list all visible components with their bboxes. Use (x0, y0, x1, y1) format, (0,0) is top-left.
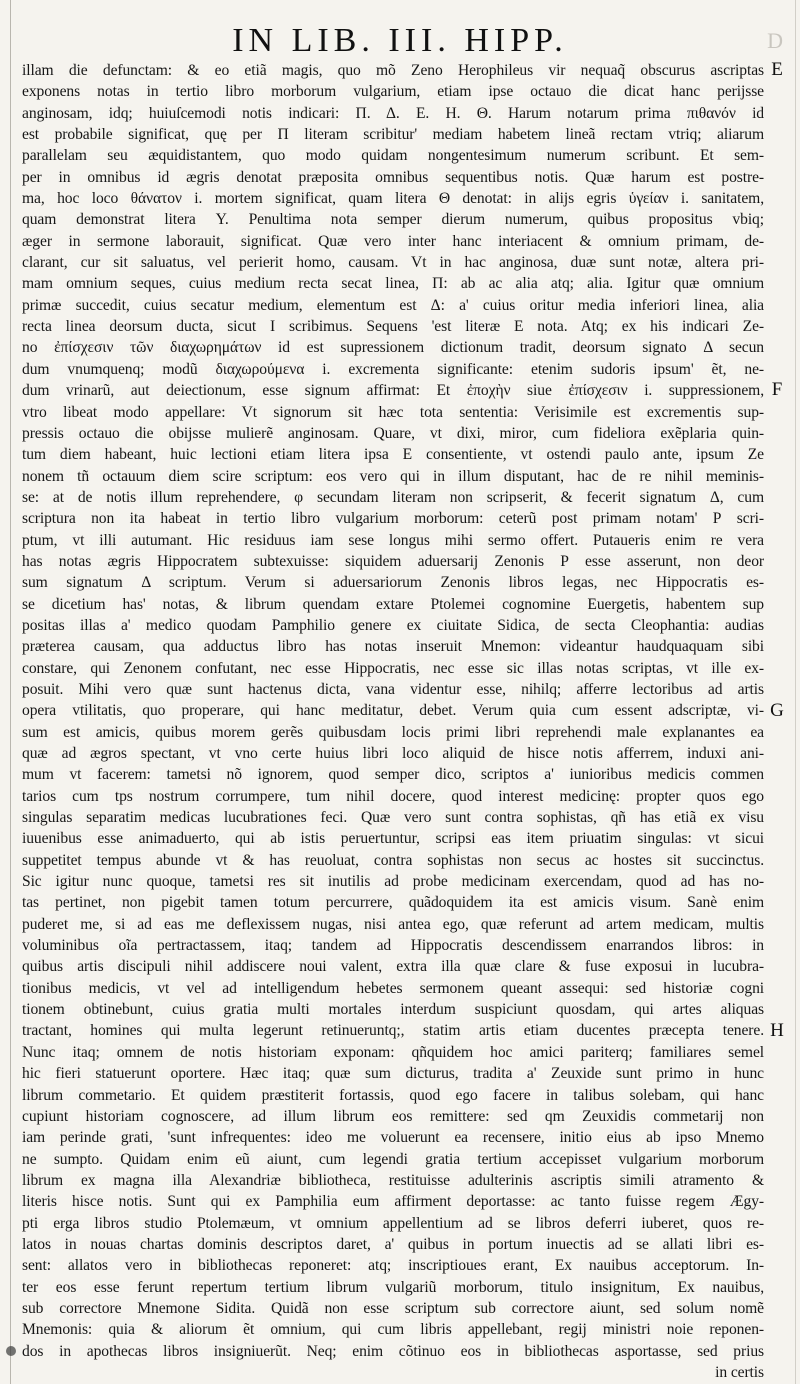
text-line: anginosam, idq; huiuſcemodi notis indicari: Π. Δ. Ε. Η. Θ. Harum notarum prima πιθανόν id (22, 104, 764, 122)
text-line: positas illas a' medico quodam Pamphilio genere ex ciuitate Sidica, de secta Cleophantia: audias (22, 616, 764, 634)
text-line: tractant, homines qui multa legerunt retinueruntq;, statim artis etiam ducentes præcepta tenere. (22, 1022, 764, 1040)
text-line: puderet me, si ad eas me deflexissem nugas, nisi antea ego, quæ referunt ad artem medicam, multis (22, 915, 764, 933)
text-line: pti erga libros studio Ptolemæum, vt omnium appellentium ad se libros deferri iuberet, quos re- (22, 1214, 764, 1232)
text-line: primæ succedit, cuius secatur medium, elementum est Δ: a' cuius oritur media inferiori linea, alia (22, 296, 764, 314)
text-line: recta linea deorsum ducta, sicut I scribimus. Sequens 'est literæ Ε nota. Atq; ex his indicari Ze- (22, 318, 764, 336)
text-line: tas pertinet, non pigebit tamen totum percurrere, quãdoquidem ita est amicis visum. Sanè enim (22, 894, 764, 912)
text-line: no ἐπίσχεσιν τῶν διαχωρημάτων id est supressionem dictionum tradit, deorsum signato Δ secun (22, 339, 764, 357)
text-line: posuit. Mihi vero quæ sunt hactenus dicta, vana videntur esse, nihilq; afferre lectoribus ad artis (22, 680, 764, 698)
text-line: singulas separatim medicas lucubrationes feci. Quæ vero sunt contra sophistas, qñ has etiã ex visu (22, 809, 764, 827)
body-text (22, 60, 764, 1383)
text-line: sum signatum Δ scriptum. Verum si aduersariorum Zenonis libros legas, nec Hippocratis es- (22, 574, 764, 592)
bleed-through-text: D (767, 28, 786, 53)
text-line: per in omnibus id ægris denotat præposita omnibus sequentibus notis. Quæ harum est postre- (22, 168, 764, 186)
text-line: præterea causam, qua adductus libro has notas inseruit Mnemon: videantur haudquaquam sibi (22, 638, 764, 656)
text-line: Nunc itaq; omnem de notis historiam exponam: qñquidem hoc amici pariterq; familiares semel (22, 1043, 764, 1061)
text-line: æger in sermone laborauit, significat. Quæ vero inter hanc interiacent & omnium primam, de- (22, 232, 764, 250)
text-line: latos in nouas chartas dominis descriptos daret, a' quibus in portum inuectis ad se allati libri es- (22, 1235, 764, 1253)
text-line: dum vnumquenq; modũ διαχωρούμενα i. excrementa significante: etenim sudoris ipsum' ẽt, ne- (22, 360, 764, 378)
text-line: in certis (715, 1363, 764, 1381)
text-line: pressis octauo die obijsse mulierẽ anginosam. Quare, vt dixi, miror, cum fideliora exẽplaria quin- (22, 424, 764, 442)
text-line: dos in apothecas libros insigniuerũt. Neq; enim cõtinuo eos in bibliothecas asportasse, sed prius (22, 1342, 764, 1360)
text-line: mum vt facerem: tametsi nõ ignorem, quod semper dico, scriptos a' iunioribus medicis commen (22, 766, 764, 784)
text-line: se: at de notis illum reprehendere, φ secundam literam non scripserit, & fecerit signatum Δ, cum (22, 488, 764, 506)
text-line: tum diem habeant, huic lectioni etiam litera ipsa Ε consentiente, vt ostendi paulo ante, ipsum Ze (22, 446, 764, 464)
text-line: tionem obtinebunt, cuius gratia multi mortales interdum suspiciunt quosdam, qui artes aliquas (22, 1001, 764, 1019)
page-edge-right (795, 0, 796, 1384)
text-line: tionibus medicis, vt vel ad intelligendum hebetes sermonem queant assequi: sed historiæ cogni (22, 979, 764, 997)
margin-letter: G (770, 699, 784, 721)
text-line: illam die defunctam: & eo etiã magis, quo mõ Zeno Herophileus vir nequaq̃ obscurus ascriptas (22, 62, 764, 79)
ink-smudge (6, 1346, 16, 1356)
text-line: librum ex magna illa Alexandriæ bibliotheca, restituisse adulterinis ascriptis simili atramento & (22, 1171, 764, 1189)
text-line: ter eos esse ferunt repertum tertium librum vulgariũ morborum, titulo insignitum, Ex nauibus, (22, 1278, 764, 1296)
page-edge-left (10, 0, 11, 1384)
text-line: hic fieri statuerunt oportere. Hæc itaq; quæ sum dicturus, tradita a' Zeuxide sunt primo in hunc (22, 1065, 764, 1083)
text-line: librum commetario. Et quidem præstiterit fortassis, quod ego facere in talibus solebam, qui hanc (22, 1086, 764, 1104)
text-line: ne sumpto. Quidam enim eũ aiunt, cum legendi gratia tertium accepisset vulgarium morborum (22, 1150, 764, 1168)
margin-letter: F (771, 379, 783, 401)
text-line: nonem tñ octauum diem scire scriptum: eos vero qui in illum disputant, hac de re nihil meminis- (22, 467, 764, 485)
text-line: quæ ad ægros spectant, vt vno certe huius libri loco aliquid de hisce notis afferrem, induxi ani- (22, 745, 764, 762)
text-line: opera vtilitatis, quo properare, qui hanc meditatur, debet. Verum quia cum essent adscriptæ, vi- (22, 702, 764, 720)
margin-letter: H (770, 1019, 784, 1041)
text-line: est probabile significat, quę per Π literam scribitur' mediam habetem lineã rectam vtriq; aliarum (22, 126, 764, 144)
text-line: iam perinde grati, 'sunt infrequentes: ideo me voluerunt ea recensere, initio eius ab ipso Mnemo (22, 1129, 764, 1147)
text-line: sub correctore Mnemone Sidita. Quidã non esse scriptum sub correctore aiunt, sed solum nomẽ (22, 1299, 764, 1317)
text-line: parallelam seu æquidistantem, quo modo quidam nongentesimum numerum scribunt. Et sem- (22, 147, 764, 165)
text-line: sent: allatos vero in bibliothecas reponeret: atq; inscriptioues erant, Ex nauibus acceptorum. In- (22, 1257, 764, 1275)
text-line: ma, hoc loco θάνατον i. mortem significat, quam litera Θ denotat: in alijs egris ὑγείαν i. sanitatem, (22, 190, 764, 208)
text-line: dum vrinarũ, aut deiectionum, esse signum affirmat: Et ἐποχὴν siue ἐπίσχεσιν i. suppressionem, (22, 382, 764, 400)
text-line: scriptura non ita habeat in tertio libro vulgarium morborum: ceterũ post primam notam' Ρ scri- (22, 510, 764, 528)
text-line: quam demonstrat litera Υ. Penultima nota semper dierum numerum, quibus propositus vbiq; (22, 211, 764, 229)
text-line: cupiunt historiam cognoscere, ad illum librum eos remittere: sed qm Zeuxidis commetarij non (22, 1107, 764, 1125)
text-line: quibus artis discipuli nihil addiscere noui valent, extra illa quæ clare & fuse exposui in lucubra- (22, 958, 764, 976)
text-line: ptum, vt illi autumant. Hic residuus iam sese longus mihi sermo offert. Putaueris enim re vera (22, 531, 764, 549)
text-line: Sic igitur nunc quoque, tametsi res sit inutilis ad probe medicinam exercendam, quod ad has no- (22, 873, 764, 891)
text-line: voluminibus oĩa pertractassem, itaq; tandem ad Hippocratis descendissem enarrandos libros: in (22, 937, 764, 955)
text-line: exponens notas in tertio libro morborum vulgarium, etiam ipse octauo die dicat hanc perijsse (22, 83, 764, 101)
text-line: se dicetium has' notas, & librum quendam extare Ptolemei cognomine Euergetis, habentem sup (22, 595, 764, 613)
text-line: literis hisce notis. Sunt qui ex Pamphilia eum affirment deportasse: ac tanto fuisse regem Ægy- (22, 1193, 764, 1211)
running-head: IN LIB. III. HIPP. (232, 22, 568, 59)
text-line: iuuenibus esse animaduerto, qui ab istis peruertuntur, scripsi eas item priuatim singulas: vt sicui (22, 830, 764, 848)
text-line: clarant, cur sit saluatus, vel perierit homo, causam. Vt in hac anginosa, duæ sunt notæ, altera pri- (22, 254, 764, 272)
margin-letter: E (771, 59, 783, 80)
text-line: sum est amicis, quibus morem gerẽs quibusdam locis primi libri reprehendi male explanantes ea (22, 723, 764, 741)
text-line: suppetitet tempus abunde vt & has reuoluat, contra sophistas non secus ac hostes sit succinctus. (22, 851, 764, 869)
text-line: Mnemonis: quia & aliorum ẽt omnium, qui cum libris appellebant, regij ministri noie reponen- (22, 1321, 764, 1339)
text-line: constare, qui Zenonem confutant, nec esse Hippocratis, nec esse sic illas notas scriptas, vt ille ex- (22, 659, 764, 677)
text-line: has notas ægris Hippocratem subtexuisse: siquidem aduersarij Zenonis Ρ esse asserunt, non deor (22, 552, 764, 570)
text-line: mam omnium seques, cuius medium recta secat linea, Π: ab ac alia atq; alia. Igitur quæ omnium (22, 275, 764, 293)
text-line: vtro libeat modo appellare: Vt signorum sit hæc tota sententia: Verisimile est excrementis sup- (22, 403, 764, 421)
text-line: tarios cum tps nostrum corrumpere, tum nihil docere, quod interest medicinę: propter quos ego (22, 787, 764, 805)
